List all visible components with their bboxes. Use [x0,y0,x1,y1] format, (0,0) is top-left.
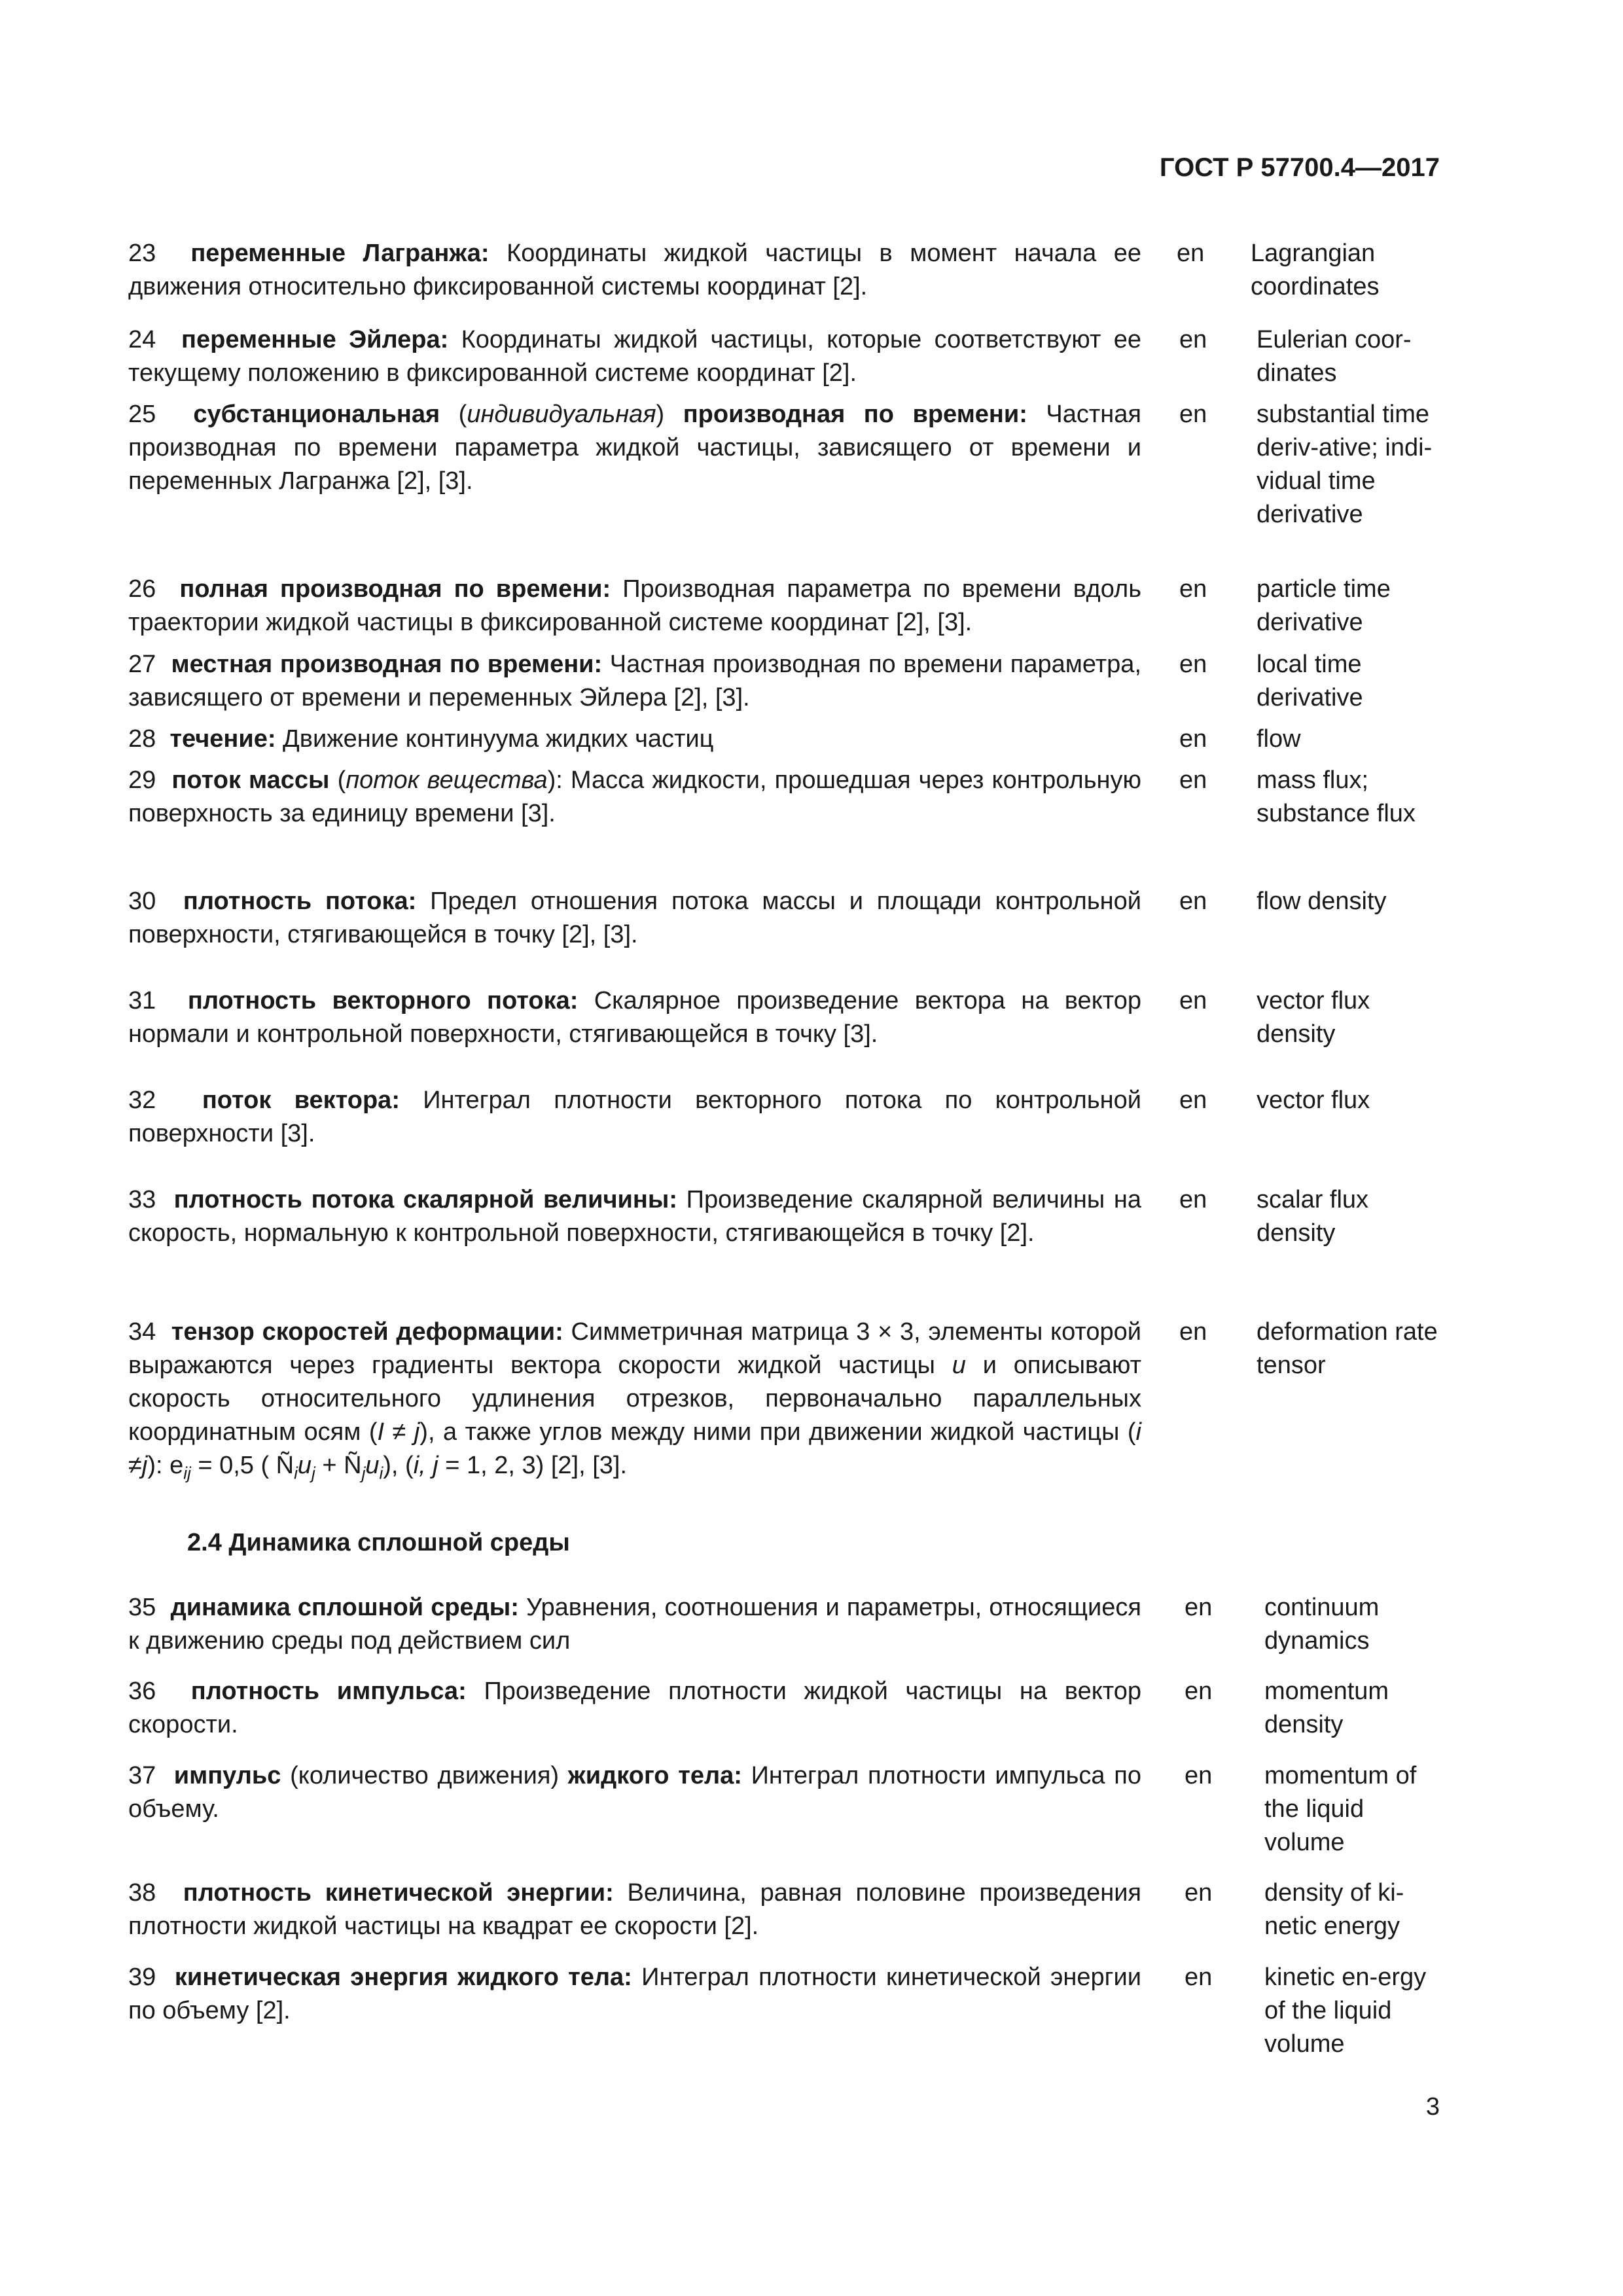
language-code: en [1179,766,1207,794]
term-definition: 34 тензор скоростей деформации: Симметричная матрица 3 × 3, элементы которой выражаются через градиенты вектора скорости жидкой частицы u и описывают скорость относительного удлинения отрезков, первоначально параллельных координатным осям (I ≠ j), а также углов между ними при движении жидкой частицы (i ≠j): $e_{ij} = 0,5$ ( $Ñ_iu_j$ + $Ñ_ju_i$), (i, j = 1, 2, 3) [2], [3]. [128,1318,1142,1483]
language-code: en [1179,1086,1207,1114]
english-equivalent: kinetic en-ergy of the liquid volume [1264,1964,1427,2058]
english-equivalent: flow [1257,725,1301,753]
language-code: en [1179,725,1207,753]
term-definition: 36 плотность импульса: Произведение плотности жидкой частицы на вектор скорости. [128,1677,1141,1738]
term-definition: 29 поток массы (поток вещества): Масса жидкости, прошедшая через контрольную поверхность за единицу времени [3]. [128,766,1141,827]
term-name: течение: [169,725,276,753]
term-definition: 28 течение: Движение континуума жидких частиц [128,725,714,753]
term-name: переменные Эйлера: [181,326,449,353]
term-definition: 26 полная производная по времени: Производная параметра по времени вдоль траектории жидкой частицы в фиксированной системе координат [2], [3]. [128,575,1141,636]
english-equivalent: scalar flux density [1257,1186,1369,1247]
term-name: кинетическая энергия жидкого тела: [174,1964,632,1991]
language-code: en [1177,240,1205,267]
term-definition: 37 импульс (количество движения) жидкого тела: Интеграл плотности импульса по объему. [128,1762,1141,1823]
language-code: en [1185,1677,1213,1705]
term-name: плотность импульса: [190,1677,467,1705]
term-name: субстанциональная [193,401,440,428]
term-definition: 30 плотность потока: Предел отношения потока массы и площади контрольной поверхности, стягивающейся в точку [2], [3]. [128,888,1141,948]
term-name: поток вектора: [202,1086,400,1114]
term-definition: 38 плотность кинетической энергии: Величина, равная половине произведения плотности жидкой частицы на квадрат ее скорости [2]. [128,1879,1141,1940]
term-definition: 32 поток вектора: Интеграл плотности векторного потока по контрольной поверхности [3]. [128,1086,1141,1147]
language-code: en [1179,987,1207,1014]
language-code: en [1179,651,1207,678]
english-equivalent: flow density [1257,888,1387,915]
language-code: en [1179,575,1207,603]
term-name: местная производная по времени: [171,651,603,678]
term-definition: 27 местная производная по времени: Частная производная по времени параметра, зависящего от времени и переменных Эйлера [2], [3]. [128,651,1141,711]
term-name: динамика сплошной среды: [170,1594,519,1621]
term-definition: 23 переменные Лагранжа: Координаты жидкой частицы в момент начала ее движения относительно фиксированной системы координат [2]. [128,240,1141,300]
term-name: переменные Лагранжа: [190,240,490,267]
term-name-cont: жидкого тела: [567,1762,742,1789]
english-equivalent: vector flux density [1257,987,1370,1048]
term-name: тензор скоростей деформации: [171,1318,563,1346]
term-synonym: поток вещества [346,766,548,794]
english-equivalent: continuum dynamics [1264,1594,1380,1655]
english-equivalent: mass flux; substance flux [1257,766,1416,827]
term-name: импульс [173,1762,281,1789]
language-code: en [1179,326,1207,353]
term-name: полная производная по времени: [179,575,611,603]
term-synonym: индивидуальная [467,401,656,428]
language-code: en [1185,1964,1213,1991]
language-code: en [1179,1318,1207,1346]
term-definition: 24 переменные Эйлера: Координаты жидкой частицы, которые соответствуют ее текущему положению в фиксированной системе координат [2]. [128,326,1141,387]
term-definition: 25 субстанциональная (индивидуальная) производная по времени: Частная производная по времени параметра жидкой частицы, зависящего от времени и переменных Лагранжа [2], [3]. [128,401,1141,495]
language-code: en [1179,401,1207,428]
term-name-cont: производная по времени: [683,401,1027,428]
term-definition: 35 динамика сплошной среды: Уравнения, соотношения и параметры, относящиеся к движению среды под действием сил [128,1594,1141,1655]
language-code: en [1185,1594,1213,1621]
page-number: 3 [1425,2093,1440,2121]
english-equivalent: substantial time deriv-ative; indi-vidual time derivative [1257,401,1433,528]
english-equivalent: momentum density [1264,1677,1389,1738]
section-heading: 2.4 Динамика сплошной среды [187,1529,570,1556]
english-equivalent: Lagrangian coordinates [1251,240,1380,300]
term-name: плотность потока: [183,888,417,915]
term-name: плотность кинетической энергии: [183,1879,614,1907]
english-equivalent: momentum of the liquid volume [1264,1762,1417,1856]
english-equivalent: density of ki-netic energy [1264,1879,1404,1940]
language-code: en [1179,1186,1207,1213]
term-name: плотность потока скалярной величины: [173,1186,677,1213]
language-code: en [1179,888,1207,915]
language-code: en [1185,1879,1213,1907]
language-code: en [1185,1762,1213,1789]
term-definition: 31 плотность векторного потока: Скалярное произведение вектора на вектор нормали и контрольной поверхности, стягивающейся в точку [3]. [128,987,1141,1048]
english-equivalent: particle time derivative [1257,575,1391,636]
english-equivalent: deformation rate tensor [1257,1318,1438,1379]
english-equivalent: local time derivative [1257,651,1363,711]
term-name: поток массы [171,766,330,794]
term-definition: 33 плотность потока скалярной величины: Произведение скалярной величины на скорость, нормальную к контрольной поверхности, стягивающейся в точку [2]. [128,1186,1141,1247]
english-equivalent: vector flux [1257,1086,1370,1114]
term-definition: 39 кинетическая энергия жидкого тела: Интеграл плотности кинетической энергии по объему [2]. [128,1964,1141,2024]
document-id-header: ГОСТ Р 57700.4—2017 [1159,153,1440,182]
english-equivalent: Eulerian coor-dinates [1257,326,1412,387]
term-name: плотность векторного потока: [187,987,579,1014]
